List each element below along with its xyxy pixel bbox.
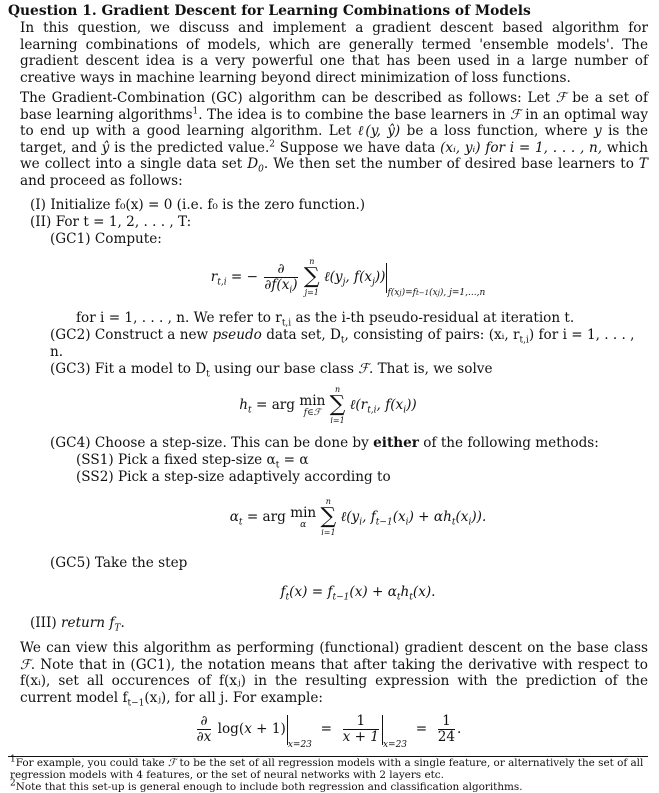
footnote-mark-1: 1 <box>192 105 199 116</box>
question-title: Question 1. Gradient Descent for Learning Combinations of Models <box>8 3 531 19</box>
step-ss2: (SS2) Pick a step-size adaptively according to <box>76 469 391 485</box>
equation-fit: $h_t$ = arg min f∈ℱ n ∑ i=1 $\ell(r_{t,i}$, $f(x_i)$) <box>239 385 417 425</box>
footnote-2: 2Note that this set-up is general enough to include both regression and classification algorithms. <box>10 778 523 793</box>
step-gc5: (GC5) Take the step <box>50 555 188 571</box>
equation-update: $f_t(x) = f_{t-1}(x) + \alpha_th_t(x)$. <box>280 584 436 603</box>
footnote-1: 1For example, you could take ℱ to be the set of all regression models with a single feature, or alternatively the set of all regression models with 4 features, or the set of neural networks with 2 layers etc. <box>10 754 644 781</box>
gc1-after: for i = 1, . . . , n. We refer to $r_{t,i}$ as the i-th pseudo-residual at iteration t. <box>76 310 575 329</box>
step-iii: (III) return $f_T$. <box>30 615 125 634</box>
step-i: (I) Initialize f₀(x) = 0 (i.e. f₀ is the zero function.) <box>30 197 366 213</box>
gc-paragraph: The Gradient-Combination (GC) algorithm can be described as follows: Let ℱ be a set of base learning algorithms$^1$. The idea is to combine the base learners in ℱ in an optimal way to end up with a good learning algorithm. Let ℓ(y, ŷ) be a loss function, where y is the target, and ŷ is the predicted value.$^2$ Suppose we have data (xᵢ, yᵢ) for i = 1, . . . , n, which we collect into a single data set $D_0$. We then set the number of desired base learners to T and proceed as follows: <box>20 90 649 189</box>
page <box>8 2 648 793</box>
equation-pseudo-residual: $r_{t,i}$ = − $\frac{\partial}{\partial f(x_i)}$ n ∑ j=1 $\ell(y_j$, $f(x_j))_{f(xj)=ft-1(xj), j=1,...,n}$ <box>210 257 486 298</box>
step-gc2: (GC2) Construct a new pseudo data set, $D_t$, consisting of pairs: (xᵢ, $r_{t,i}$) for i = 1, . . . , n. <box>50 327 635 360</box>
step-ss1: (SS1) Pick a fixed step-size $\alpha_t = \alpha$ <box>76 452 309 471</box>
step-gc3: (GC3) Fit a model to $D_t$ using our base class ℱ. That is, we solve <box>50 361 493 380</box>
step-ii: (II) For t = 1, 2, . . . , T: <box>30 214 192 230</box>
equation-example: $\frac{\partial}{\partial x}$ $\log(x + 1)_{x=23}$ = $\frac{1}{x + 1}$ $_{x=23}$ = $\frac{1}{24}$ . <box>196 713 462 750</box>
intro-paragraph: In this question, we discuss and implement a gradient descent based algorithm for learning combinations of models, which are generally termed 'ensemble models'. The gradient descent idea is a very powerful one that has been used in a large number of creative ways in machine learning beyond direct minimization of loss functions. <box>20 20 648 86</box>
equation-step-size: $\alpha_t$ = arg min α n ∑ i=1 $\ell(y_i$, $f_{t-1}(x_i) + \alpha h_t(x_i)$). <box>229 497 487 537</box>
footnote-mark-2: 2 <box>269 138 276 149</box>
step-gc4: (GC4) Choose a step-size. This can be done by either of the following methods: <box>50 435 599 451</box>
closing-paragraph: We can view this algorithm as performing (functional) gradient descent on the base class ℱ. Note that in (GC1), the notation means that after taking the derivative with respect to f(xᵢ), set all occurences of f(xⱼ) in the resulting expression with the prediction of the current model $f_{t-1}(xⱼ)$, for all j. For example: <box>20 640 648 709</box>
step-gc1: (GC1) Compute: <box>50 231 162 247</box>
